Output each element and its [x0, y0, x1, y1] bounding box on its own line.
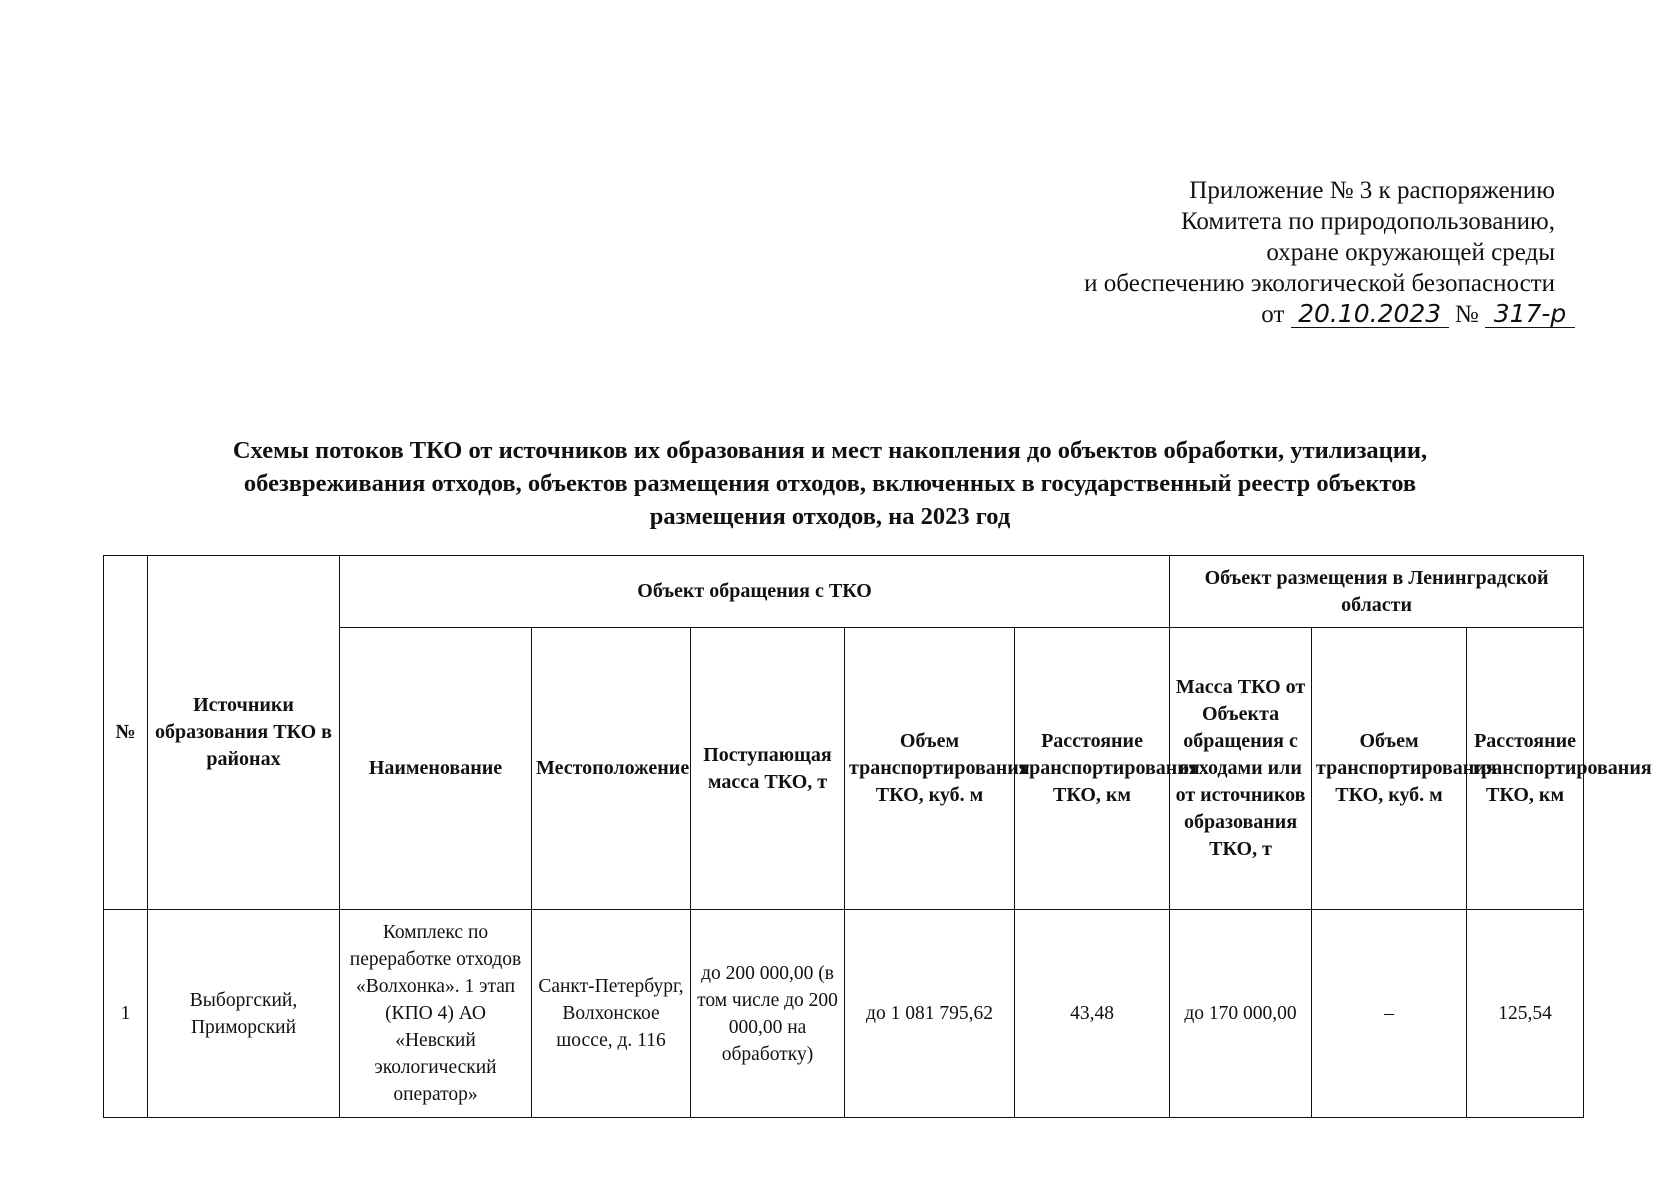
header-num: № [104, 556, 148, 910]
appendix-line-4: и обеспечению экологической безопасности [1084, 270, 1555, 297]
cell-placement-distance: 125,54 [1467, 910, 1584, 1118]
cell-location: Санкт-Петербург, Волхонское шоссе, д. 116 [532, 910, 691, 1118]
handwritten-date: 20.10.2023 [1291, 300, 1449, 328]
appendix-date-number-row [1084, 299, 1575, 330]
cell-placement-volume: – [1312, 910, 1467, 1118]
waste-flow-table [103, 555, 1652, 1118]
cell-incoming-mass: до 200 000,00 (в том числе до 200 000,00 на обработку) [691, 910, 845, 1118]
header-incoming-mass: Поступающая масса ТКО, т [691, 628, 845, 910]
table-header-row-1 [104, 556, 1584, 628]
appendix-line-1: Приложение № 3 к распоряжению [1189, 177, 1555, 204]
title-line-2: обезвреживания отходов, объектов размещения отходов, включенных в государственный реестр объектов [243, 470, 1417, 497]
header-transport-volume: Объем транспортирования ТКО, куб. м [845, 628, 1015, 910]
cell-transport-volume: до 1 081 795,62 [845, 910, 1015, 1118]
header-group-placement: Объект размещения в Ленинградской области [1170, 556, 1584, 628]
from-label: от [1261, 301, 1285, 328]
title-line-3: размещения отходов, на 2023 год [649, 503, 1011, 530]
header-group-object: Объект обращения с ТКО [340, 556, 1170, 628]
document-title [110, 434, 1550, 533]
title-line-1: Схемы потоков ТКО от источников их образования и мест накопления до объектов обработки, утилизации, [232, 437, 1428, 464]
header-transport-distance: Расстояние транспортирования ТКО, км [1015, 628, 1170, 910]
table-row [104, 910, 1584, 1118]
header-placement-mass: Масса ТКО от Объекта обращения с отходами или от источников образования ТКО, т [1170, 628, 1312, 910]
cell-num: 1 [104, 910, 148, 1118]
header-name: Наименование [340, 628, 532, 910]
cell-placement-mass: до 170 000,00 [1170, 910, 1312, 1118]
cell-name: Комплекс по переработке отходов «Волхонка». 1 этап (КПО 4) АО «Невский экологический оператор» [340, 910, 532, 1118]
handwritten-number: 317-р [1485, 300, 1575, 328]
appendix-line-2: Комитета по природопользованию, [1180, 208, 1555, 235]
appendix-line-3: охране окружающей среды [1266, 239, 1555, 266]
cell-transport-distance: 43,48 [1015, 910, 1170, 1118]
appendix-header [1084, 175, 1567, 330]
header-placement-volume: Объем транспортирования ТКО, куб. м [1312, 628, 1467, 910]
header-sources: Источники образования ТКО в районах [148, 556, 340, 910]
header-placement-distance: Расстояние транспортирования ТКО, км [1467, 628, 1584, 910]
number-label: № [1454, 301, 1479, 328]
header-location: Местоположение [532, 628, 691, 910]
cell-sources: Выборгский, Приморский [148, 910, 340, 1118]
